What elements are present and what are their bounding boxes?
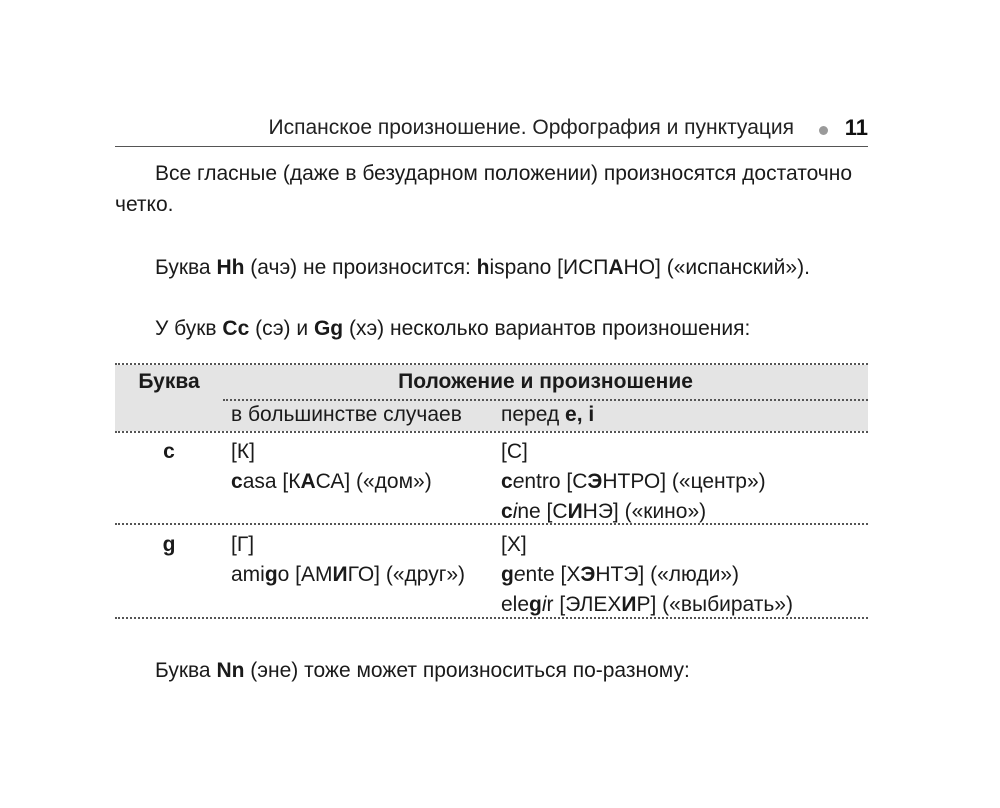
text-run: Р] («выбирать») (636, 593, 793, 616)
bold-letter: e, i (565, 403, 595, 426)
text-run: ami (231, 563, 265, 586)
stress-letter: Э (587, 470, 603, 493)
text-run: ntro [С (524, 470, 588, 493)
bold-letter: c (231, 470, 243, 493)
text-run: ispano [ИСП (489, 256, 609, 279)
text-run: ne [С (517, 500, 568, 523)
bold-letter: Hh (216, 256, 245, 279)
subheader-before-e-i (501, 403, 594, 427)
text-run: (сэ) и (249, 317, 314, 340)
italic-letter: i (512, 500, 518, 523)
row-letter: c (163, 440, 175, 463)
example-line (231, 467, 432, 497)
stress-letter: И (332, 563, 348, 586)
example-line (501, 497, 766, 527)
cell-before-e-i (501, 437, 766, 527)
italic-letter: i (541, 593, 547, 616)
text-run: ГО] («друг») (347, 563, 466, 586)
text-run: asa [К (242, 470, 301, 493)
bold-letter: Cc (222, 317, 250, 340)
example-line (501, 560, 793, 590)
text-run: o [АМ (277, 563, 333, 586)
paragraph-letter-n (115, 655, 875, 686)
text-run: НО] («испанский»). (623, 256, 810, 279)
paragraph-vowels-line1: Все гласные (даже в безударном положении) произносятся достаточно (155, 162, 853, 185)
stress-letter: И (567, 500, 583, 523)
bold-letter: g (529, 593, 542, 616)
running-header (115, 114, 868, 147)
header-position: Положение и произношение (398, 370, 693, 393)
text-run: (хэ) несколько вариантов произношения: (343, 317, 751, 340)
bold-letter: c (501, 470, 513, 493)
italic-letter: e (513, 563, 526, 586)
sound-line: [Г] (231, 533, 255, 556)
bold-letter: g (264, 563, 278, 586)
text-run: НТЭ] («люди») (595, 563, 739, 586)
page-number: 11 (844, 115, 868, 140)
table-row-c (115, 433, 868, 523)
example-line (231, 560, 465, 590)
paragraph-vowels-line2: четко. (115, 193, 174, 216)
paragraph-letter-h (115, 252, 875, 283)
sound-line: [К] (231, 440, 255, 463)
paragraph-letters-c-g (115, 313, 875, 344)
table-row-g (115, 525, 868, 617)
running-title: Испанское произношение. Орфография и пунктуация (268, 116, 794, 139)
text-run: ele (501, 593, 530, 616)
bullet-dot-icon (819, 126, 828, 135)
text-run: Буква (155, 659, 217, 682)
text-run: Буква (155, 256, 217, 279)
header-letter: Буква (138, 370, 200, 393)
stress-letter: А (608, 256, 624, 279)
italic-letter: e (512, 470, 525, 493)
text-run: (ачэ) не произносится: (244, 256, 477, 279)
bold-letter: c (501, 500, 513, 523)
text-run: nte [Х (525, 563, 581, 586)
cell-before-e-i (501, 530, 793, 620)
stress-letter: А (300, 470, 316, 493)
cell-most-cases (231, 530, 465, 590)
pronunciation-table (115, 363, 868, 619)
paragraph-vowels (115, 158, 875, 220)
text-run: У букв (155, 317, 223, 340)
example-line (501, 590, 793, 620)
row-letter: g (162, 533, 176, 556)
stress-letter: И (621, 593, 637, 616)
bold-letter: Nn (216, 659, 245, 682)
text-run: r [ЭЛЕХ (546, 593, 622, 616)
example-line (501, 467, 766, 497)
cell-most-cases (231, 437, 432, 497)
text-run: НЭ] («кино») (582, 500, 707, 523)
text-run: (эне) тоже может произноситься по-разному: (244, 659, 690, 682)
text-run: НТРО] («центр») (602, 470, 766, 493)
sound-line: [С] (501, 440, 528, 463)
text-run: СА] («дом») (315, 470, 432, 493)
bold-letter: h (476, 256, 490, 279)
text-run: перед (501, 403, 566, 426)
subheader-most-cases: в большинстве случаев (231, 403, 462, 426)
table-header (115, 365, 868, 431)
bold-letter: g (501, 563, 514, 586)
stress-letter: Э (580, 563, 596, 586)
sound-line: [Х] (501, 533, 527, 556)
bold-letter: Gg (313, 317, 344, 340)
